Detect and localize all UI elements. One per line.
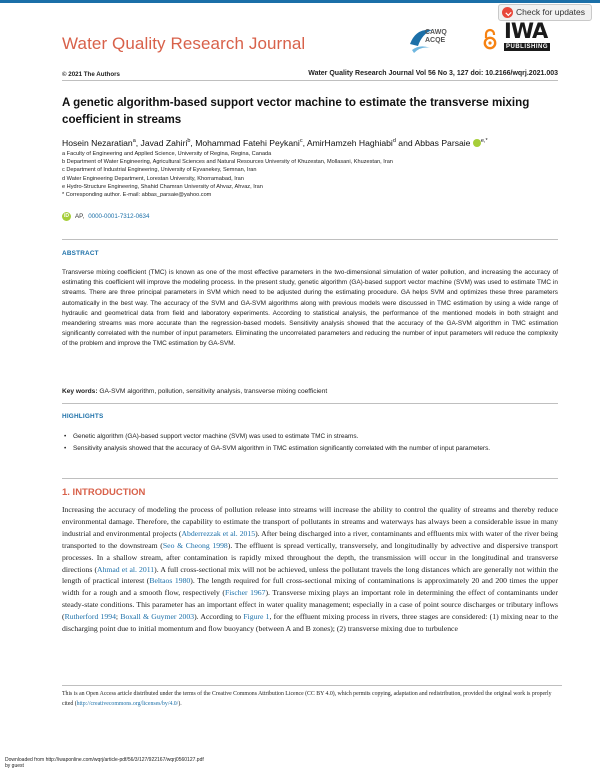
check-updates-label: Check for updates xyxy=(516,7,585,17)
highlight-item: • Genetic algorithm (GA)-based support vector machine (SVM) was used to estimate TMC in streams. xyxy=(62,432,558,442)
keywords-list: GA-SVM algorithm, pollution, sensitivity analysis, transverse mixing coefficient xyxy=(99,388,328,395)
citation-link[interactable]: Beltaos 1980 xyxy=(149,576,191,586)
keywords-label: Key words: xyxy=(62,388,98,395)
abstract-divider xyxy=(62,239,558,240)
corresponding-author: * Corresponding author. E-mail: abbas_parsaie@yahoo.com xyxy=(62,192,212,199)
open-access-icon xyxy=(483,28,497,50)
citation-link[interactable]: Boxall & Guymer 2003 xyxy=(120,612,195,622)
orcid-line xyxy=(62,212,149,221)
affiliation-item: d Water Engineering Department, Lorestan University, Khorramabad, Iran xyxy=(62,175,244,182)
figure-link[interactable]: Figure 1 xyxy=(243,612,270,622)
highlight-item: • Sensitivity analysis showed that the accuracy of GA-SVM algorithm in TMC estimation significantly correlated with the number of input parameters. xyxy=(62,444,558,454)
highlights-list xyxy=(62,432,558,456)
abstract-heading: ABSTRACT xyxy=(62,250,99,257)
author-name: Javad Zahiri xyxy=(140,138,188,148)
citation-link[interactable]: Ahmad et al. 2011 xyxy=(97,564,155,574)
keywords xyxy=(62,388,327,395)
author-name: Abbas Parsaie xyxy=(414,138,471,148)
affiliations xyxy=(62,150,393,199)
license-link[interactable]: http://creativecommons.org/licenses/by/4.0/ xyxy=(76,700,179,707)
orcid-icon: iD xyxy=(64,213,69,219)
intro-divider xyxy=(62,478,558,479)
citation-link[interactable]: Fischer 1967 xyxy=(224,588,266,598)
journal-title[interactable]: Water Quality Research Journal xyxy=(62,34,306,53)
affiliation-item: b Department of Water Engineering, Agricultural Sciences and Natural Resources University of Khuzestan, Mollasani, Khuzestan, Iran xyxy=(62,159,393,166)
article-title: A genetic algorithm-based support vector machine to estimate the transverse mixing coefficient in streams xyxy=(62,96,530,126)
author-name: Mohammad Fatehi Peykani xyxy=(195,138,300,148)
orcid-prefix: AP, xyxy=(75,213,85,220)
iwa-publishing-logo[interactable] xyxy=(504,20,550,51)
abstract-body: Transverse mixing coefficient (TMC) is known as one of the most effective parameters in the two-dimensional simulation of water pollution, and increasing the accuracy of estimating this coefficient will improve the modeling process. In the present study, genetic algorithm (GA)-based support vector machine (SVM) was used to estimate TMC in streams. There are three principal parameters in SVM which need to be adjusted during the estimating procedure. GA helps SVM and optimizes these three parameters automatically in the best way. The accuracy of the SVM and GA-SVM algorithms along with previous models were discussed in TMC estimation by using a wide range of hydraulic and geometrical data from field and laboratory experiments. According to statistical analysis, the performance of the mentioned models in both straight and meandering streams was more accurate than the regression-based models. Sensitivity analysis showed that the accuracy of the GA-SVM algorithm in TMC estimation significantly correlated with the number of input parameters. Eliminating the uncorrelated parameters and reducing the number of input parameters will reduce the complexity of the problem and improve the TMC estimation by GA-SVM. xyxy=(62,269,558,348)
highlights-divider xyxy=(62,403,558,404)
footnote-divider xyxy=(62,685,562,686)
affiliation-item: a Faculty of Engineering and Applied Science, University of Regina, Regina, Canada xyxy=(62,151,272,157)
affiliation-item: e Hydro-Structure Engineering, Shahid Chamran University of Ahvaz, Ahvaz, Iran xyxy=(62,183,263,190)
iwa-mark: IWA xyxy=(504,19,548,43)
orcid-icon[interactable] xyxy=(473,139,481,147)
citation-link[interactable]: Abderrezzak et al. 2015 xyxy=(181,528,256,538)
article-citation: Water Quality Research Journal Vol 56 No 3, 127 doi: 10.2166/wqrj.2021.003 xyxy=(308,70,558,77)
author-name: AmirHamzeh Haghiabi xyxy=(306,138,393,148)
download-note: Downloaded from http://iwaponline.com/wqrj/article-pdf/56/3/127/922167/wqrj0560127.pdf by guest xyxy=(5,757,204,769)
iwa-publishing-label: PUBLISHING xyxy=(506,44,549,50)
introduction-heading: 1. INTRODUCTION xyxy=(62,487,146,498)
author-name: Hosein Nezaratian xyxy=(62,138,133,148)
header-divider xyxy=(62,80,558,81)
affiliation-item: c Department of Industrial Engineering, University of Eyvanekey, Semnan, Iran xyxy=(62,167,257,174)
check-updates-icon xyxy=(502,7,513,18)
introduction-body: Increasing the accuracy of modeling the process of pollution release into streams will increase the ability to control the quality of streams and thereby reduce environmental damage. Therefore, the capability to estimate the transport of pollutants in streams and waterways has always been a considerable issue in many industrial and environmental projects (Abderrezzak et al. 2015). After being discharged into a river, contaminants and effluents mix with water of the river being transported to the downstream (Seo & Cheong 1998). The effluent is spread vertically, transversely, and longitudinally by advective and dispersive transport processes. In a shallow stream, after contamination is rapidly mixed throughout the depth, the transmission will occur in the longitudinal and transverse directions (Ahmad et al. 2011). A full cross-sectional mix will not be achieved, unless the pollutant travels the long distances which are generally not within the length of practical interest (Beltaos 1980). The length required for full cross-sectional mixing of contaminations is approximately 20 and 200 times the upper width for a rough and a smooth flow, respectively (Fischer 1967). Transverse mixing plays an important role in determining the effect of contaminants under steady-state conditions. This parameter has an important effect in water quality management; especially in a case of point source discharges or tributary inflows (Rutherford 1994; Boxall & Guymer 2003). According to Figure 1, for the effluent mixing process in rivers, three stages are considered: (1) mixing near to the discharging point due to initial momentum and flow buoyancy (between A and B zones); (2) transverse mixing due to turbulence xyxy=(62,505,559,634)
cawq-logo-text: CAWQ ACQE xyxy=(425,29,447,44)
top-accent-bar xyxy=(0,0,600,3)
author-list: Hosein Nezaratian$^a$, Javad Zahiri$^b$, Mohammad Fatehi Peykani$^c$, AmirHamzeh Haghiabi$^d$ and Abbas Parsaie $^{e,*}$ xyxy=(62,138,488,148)
citation-link[interactable]: Rutherford 1994 xyxy=(64,612,116,622)
orcid-link[interactable]: 0000-0001-7312-0634 xyxy=(88,213,150,220)
license-footnote: This is an Open Access article distributed under the terms of the Creative Commons Attribution Licence (CC BY 4.0), which permits copying, adaptation and redistribution, provided the original work is properly cited (http://creativecommons.org/licenses/by/4.0/). xyxy=(62,691,552,707)
citation-link[interactable]: Seo & Cheong 1998 xyxy=(162,540,228,550)
highlights-heading: HIGHLIGHTS xyxy=(62,413,104,420)
copyright-notice: © 2021 The Authors xyxy=(62,71,120,78)
